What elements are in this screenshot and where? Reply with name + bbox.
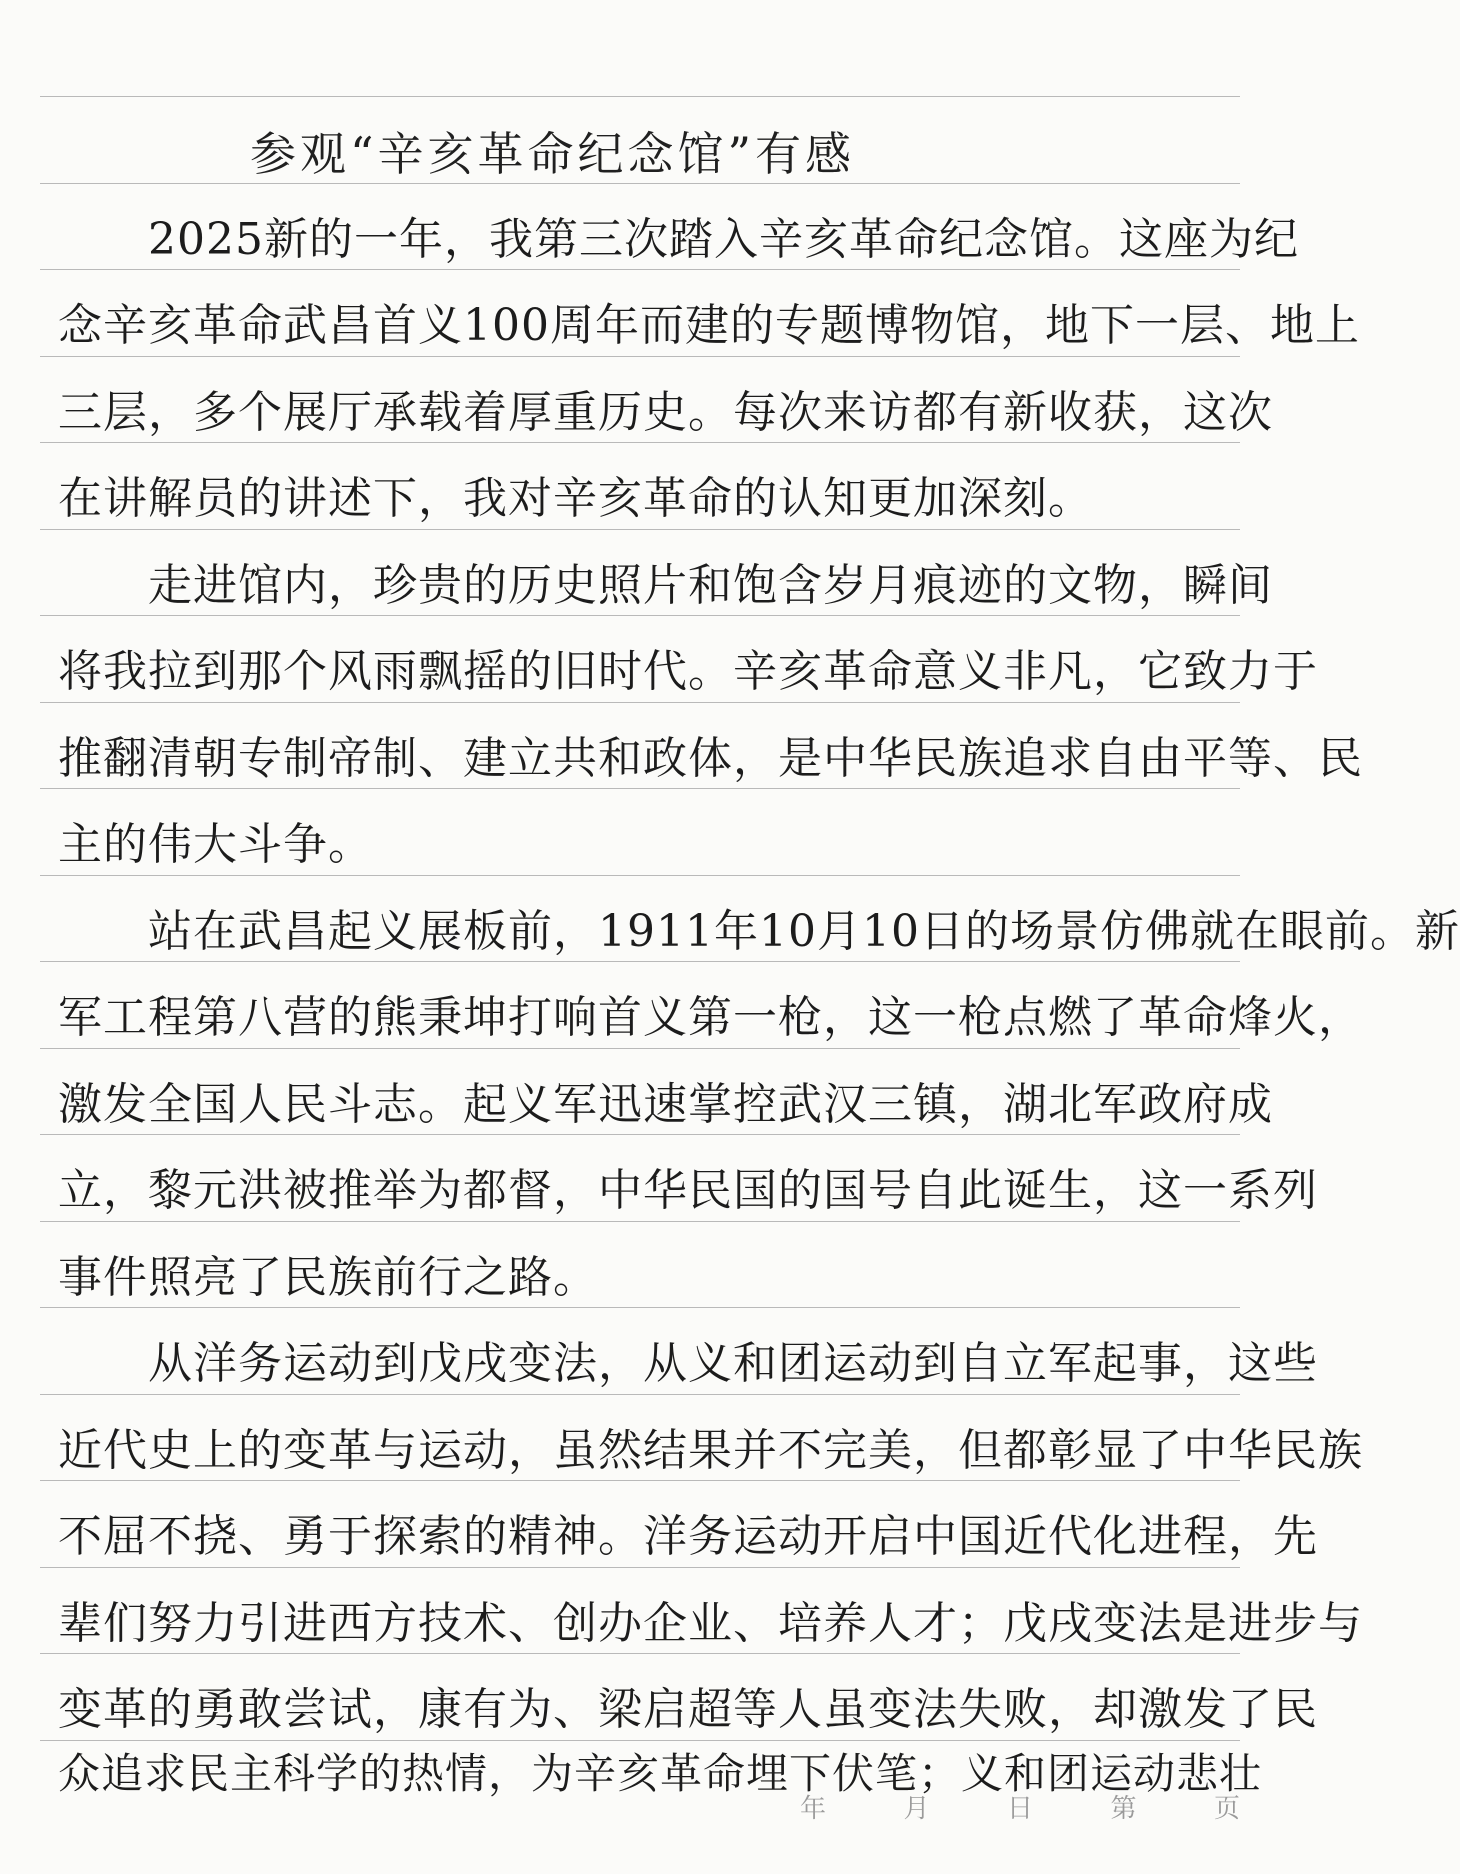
ruled-line	[40, 356, 1240, 357]
footer-month-label: 月	[903, 1794, 930, 1824]
text-line: 站在武昌起义展板前，1911年10月10日的场景仿佛就在眼前。新	[58, 906, 1460, 957]
ruled-line	[40, 875, 1240, 876]
ruled-line	[40, 1394, 1240, 1395]
ruled-line	[40, 1221, 1240, 1222]
ruled-line	[40, 96, 1240, 97]
text-line: 辈们努力引进西方技术、创办企业、培养人才；戊戌变法是进步与	[58, 1598, 1363, 1649]
text-line: 三层，多个展厅承载着厚重历史。每次来访都有新收获，这次	[58, 387, 1273, 438]
footer-day-label: 日	[1006, 1794, 1033, 1824]
ruled-line	[40, 1740, 1240, 1741]
text-line: 将我拉到那个风雨飘摇的旧时代。辛亥革命意义非凡，它致力于	[58, 646, 1318, 697]
text-line: 立，黎元洪被推举为都督，中华民国的国号自此诞生，这一系列	[58, 1165, 1318, 1216]
text-line: 军工程第八营的熊秉坤打响首义第一枪，这一枪点燃了革命烽火，	[58, 992, 1363, 1043]
essay-title: 参观“辛亥革命纪念馆”有感	[250, 127, 856, 181]
text-line: 走进馆内，珍贵的历史照片和饱含岁月痕迹的文物，瞬间	[58, 560, 1273, 611]
text-line: 变革的勇敢尝试，康有为、梁启超等人虽变法失败，却激发了民	[58, 1684, 1318, 1735]
text-line: 事件照亮了民族前行之路。	[58, 1252, 598, 1303]
text-line: 推翻清朝专制帝制、建立共和政体，是中华民族追求自由平等、民	[58, 733, 1363, 784]
text-line: 激发全国人民斗志。起义军迅速掌控武汉三镇，湖北军政府成	[58, 1079, 1273, 1130]
text-line: 2025新的一年，我第三次踏入辛亥革命纪念馆。这座为纪	[58, 214, 1299, 265]
text-line: 近代史上的变革与运动，虽然结果并不完美，但都彰显了中华民族	[58, 1425, 1363, 1476]
footer-page-prefix: 第	[1110, 1794, 1137, 1824]
text-line: 众追求民主科学的热情，为辛亥革命埋下伏笔；义和团运动悲壮	[58, 1749, 1263, 1798]
text-line: 从洋务运动到戊戌变法，从义和团运动到自立军起事，这些	[58, 1338, 1318, 1389]
ruled-line	[40, 1048, 1240, 1049]
ruled-line	[40, 702, 1240, 703]
text-line: 主的伟大斗争。	[58, 819, 373, 870]
footer-year-label: 年	[800, 1794, 827, 1824]
text-line: 在讲解员的讲述下，我对辛亥革命的认知更加深刻。	[58, 473, 1093, 524]
ruled-line	[40, 529, 1240, 530]
ruled-line	[40, 1567, 1240, 1568]
page-footer	[800, 1788, 1240, 1825]
text-line: 念辛亥革命武昌首义100周年而建的专题博物馆，地下一层、地上	[58, 300, 1360, 351]
footer-page-suffix: 页	[1213, 1794, 1240, 1824]
text-line: 不屈不挠、勇于探索的精神。洋务运动开启中国近代化进程，先	[58, 1511, 1318, 1562]
